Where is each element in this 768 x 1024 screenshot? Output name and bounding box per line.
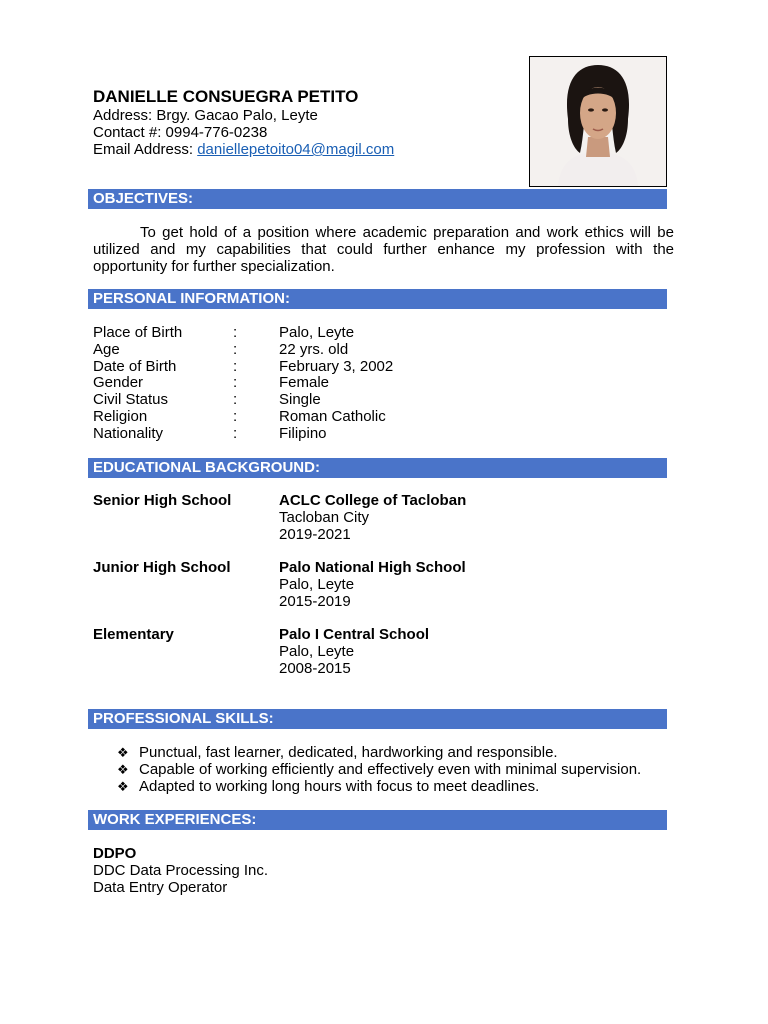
skill-text: Adapted to working long hours with focus to meet deadlines.	[139, 778, 540, 795]
info-row	[93, 359, 393, 376]
info-row	[93, 375, 393, 392]
info-label: Civil Status	[93, 391, 169, 409]
diamond-bullet-icon: ❖	[117, 745, 129, 760]
info-row	[93, 325, 393, 342]
school-location: Palo, Leyte	[279, 575, 355, 593]
company-name: DDC Data Processing Inc.	[93, 862, 269, 879]
info-value: 22 yrs. old	[279, 340, 349, 358]
info-row	[93, 409, 393, 426]
info-value: Palo, Leyte	[279, 324, 355, 341]
objectives-heading: OBJECTIVES:	[88, 189, 667, 209]
education-details	[279, 560, 466, 610]
skill-item	[117, 744, 641, 761]
education-entry	[93, 493, 466, 543]
skills-heading: PROFESSIONAL SKILLS:	[88, 709, 667, 729]
personal-info-heading: PERSONAL INFORMATION:	[88, 289, 667, 309]
info-colon: :	[233, 324, 238, 341]
info-label: Date of Birth	[93, 357, 177, 375]
info-row	[93, 426, 393, 443]
skill-item	[117, 778, 641, 795]
education-details	[279, 627, 429, 677]
info-label: Place of Birth	[93, 324, 183, 341]
education-level: Junior High School	[93, 559, 231, 576]
education-heading: EDUCATIONAL BACKGROUND:	[88, 458, 667, 478]
info-colon: :	[233, 340, 238, 358]
info-row	[93, 392, 393, 409]
info-colon: :	[233, 357, 238, 375]
email-link[interactable]: daniellepetoito04@magil.com	[197, 141, 395, 158]
education-details	[279, 493, 466, 543]
work-heading: WORK EXPERIENCES:	[88, 810, 667, 830]
school-location: Tacloban City	[279, 508, 370, 526]
info-label: Age	[93, 340, 120, 358]
school-name: Palo National High School	[279, 559, 466, 576]
info-value: Female	[279, 374, 330, 392]
contact-header	[93, 87, 394, 158]
school-years: 2008-2015	[279, 659, 351, 677]
objective-text: To get hold of a position where academic preparation and work ethics will be utilized and my capabilities that could further enhance my profession with the opportunity for further specialization.	[93, 224, 674, 275]
school-location: Palo, Leyte	[279, 642, 355, 660]
education-entry	[93, 627, 429, 677]
info-value: Roman Catholic	[279, 407, 386, 425]
applicant-name: DANIELLE CONSUEGRA PETITO	[93, 87, 359, 106]
info-row	[93, 342, 393, 359]
diamond-bullet-icon: ❖	[117, 762, 129, 777]
education-level: Elementary	[93, 626, 174, 643]
job-position: Data Entry Operator	[93, 879, 228, 896]
email-line	[93, 141, 394, 158]
skills-list	[117, 744, 641, 795]
info-colon: :	[233, 407, 238, 425]
address-line: Address: Brgy. Gacao Palo, Leyte	[93, 107, 318, 124]
company-short-name: DDPO	[93, 845, 137, 862]
info-label: Nationality	[93, 424, 164, 442]
skill-text: Capable of working efficiently and effectively even with minimal supervision.	[139, 761, 642, 778]
school-years: 2019-2021	[279, 525, 351, 543]
info-colon: :	[233, 391, 238, 409]
info-label: Religion	[93, 407, 148, 425]
info-value: February 3, 2002	[279, 357, 394, 375]
skill-item	[117, 761, 641, 778]
portrait-image	[530, 57, 666, 186]
info-colon: :	[233, 424, 238, 442]
work-entry	[93, 845, 268, 896]
info-value: Single	[279, 391, 321, 409]
skill-text: Punctual, fast learner, dedicated, hardworking and responsible.	[139, 744, 558, 761]
school-years: 2015-2019	[279, 592, 351, 610]
info-colon: :	[233, 374, 238, 392]
personal-info-table	[93, 325, 393, 443]
school-name: ACLC College of Tacloban	[279, 492, 467, 509]
education-entry	[93, 560, 466, 610]
info-label: Gender	[93, 374, 144, 392]
school-name: Palo I Central School	[279, 626, 430, 643]
email-label: Email Address:	[93, 141, 198, 158]
contact-line: Contact #: 0994-776-0238	[93, 124, 268, 141]
diamond-bullet-icon: ❖	[117, 779, 129, 794]
info-value: Filipino	[279, 424, 327, 442]
education-level: Senior High School	[93, 492, 232, 509]
applicant-photo	[529, 56, 667, 187]
